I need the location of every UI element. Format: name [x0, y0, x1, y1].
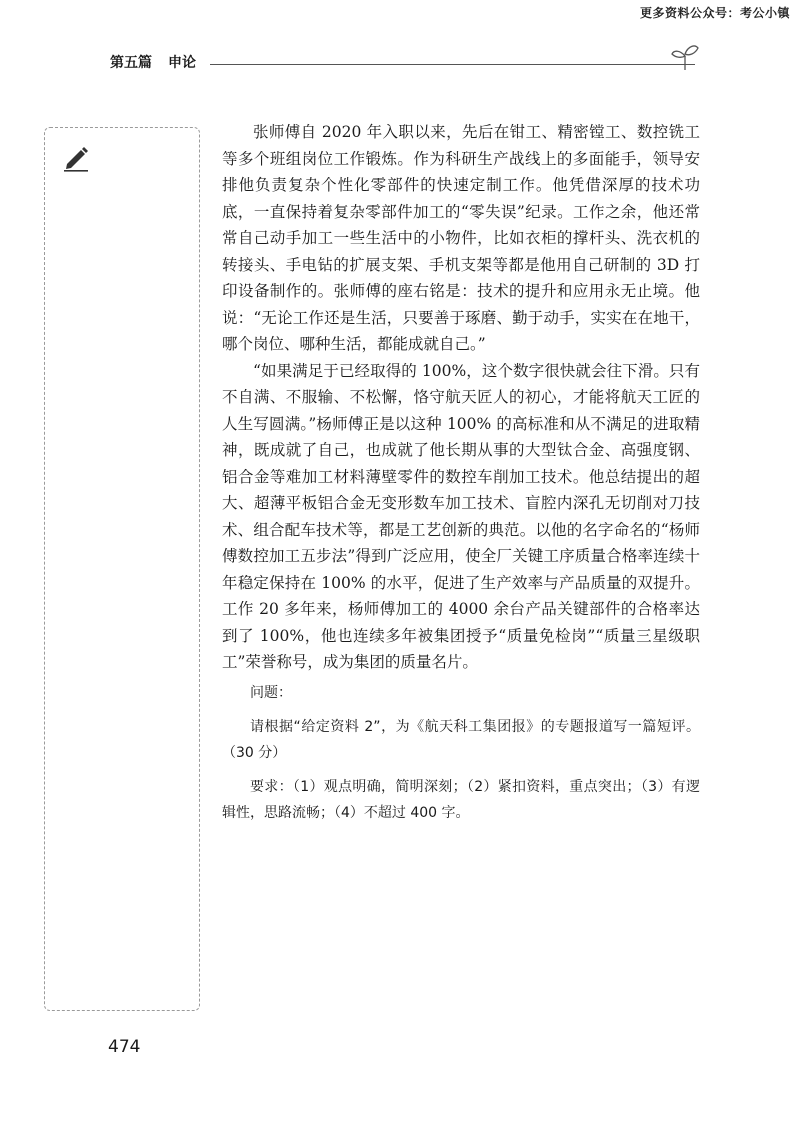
chapter-label: 申论 — [168, 55, 196, 71]
watermark: 更多资料公众号：考公小镇 — [639, 6, 790, 20]
question-label: 问题： — [250, 684, 292, 701]
paragraph-1: 张师傅自 2020 年入职以来，先后在钳工、精密镗工、数控铣工等多个班组岗位工作锻炼。作为科研生产战线上的多面能手，领导安排他负责复杂个性化零部件的快速定制工作。他凭借深厚的技术功底，一直保持着复杂零部件加工的“零失误”纪录。工作之余，他还常常自己动手加工一些生活中的小物件，比如衣柜的撑杆头、洗衣机的转接头、手电钻的扩展支架、手机支架等都是他用自己研制的 3D 打印设备制作的。张师傅的座右铭是：技术的提升和应用永无止境。他说：“无论工作还是生活，只要善于琢磨、勤于动手，实实在在地干，哪个岗位、哪种生活，都能成就自己。” — [222, 123, 700, 353]
question-text: 请根据“给定资料 2”，为《航天科工集团报》的专题报道写一篇短评。（30 分） — [222, 719, 700, 761]
paragraph-2: “如果满足于已经取得的 100%，这个数字很快就会往下滑。只有不自满、不服输、不松懈，恪守航天匠人的初心，才能将航天工匠的人生写圆满。”杨师傅正是以这种 100% 的高标准和从不满足的进取精神，既成就了自己，也成就了他长期从事的大型钛合金、高强度钢、铝合金等难加工材料薄壁零件的数控车削加工技术。他总结提出的超大、超薄平板铝合金无变形数车加工技术、盲腔内深孔无切削对刀技术、组合配车技术等，都是工艺创新的典范。以他的名字命名的“杨师傅数控加工五步法”得到广泛应用，使全厂关键工序质量合格率连续十年稳定保持在 100% 的水平，促进了生产效率与产品质量的双提升。工作 20 多年来，杨师傅加工的 4000 余台产品关键部件的合格率达到了 100%，他也连续多年被集团授予“质量免检岗”“质量三星级职工”荣誉称号，成为集团的质量名片。 — [222, 361, 700, 671]
part-label: 第五篇 — [110, 55, 152, 71]
requirements-text: 要求：（1）观点明确，简明深刻；（2）紧扣资料，重点突出；（3）有逻辑性，思路流畅；（4）不超过 400 字。 — [222, 779, 700, 821]
pencil-icon — [61, 142, 91, 172]
main-content — [222, 119, 700, 826]
section-title — [110, 52, 196, 72]
header-rule — [210, 64, 695, 65]
page-number: 474 — [108, 1037, 141, 1057]
notes-sidebar — [44, 127, 200, 1011]
sprout-icon — [670, 38, 700, 72]
page-header — [110, 52, 695, 72]
